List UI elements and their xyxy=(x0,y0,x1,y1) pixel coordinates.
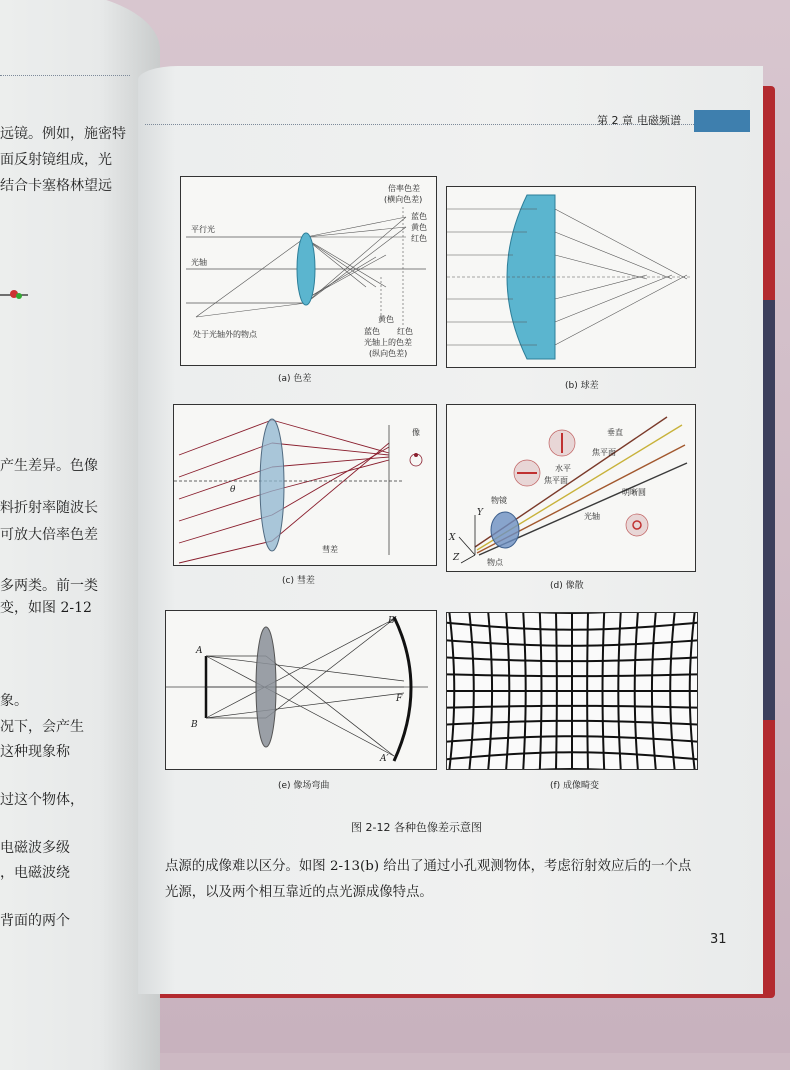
page-number: 31 xyxy=(710,932,727,947)
lens xyxy=(256,627,276,747)
left-page-line: 况下，会产生 xyxy=(0,719,84,735)
label-off-axis-point: 处于光轴外的物点 xyxy=(193,330,257,339)
label-y: Y xyxy=(477,508,483,518)
body-text-line-1: 点源的成像难以区分。如图 2-13(b) 给出了通过小孔观测物体，考虑衍射效应后的一个点 xyxy=(165,859,692,874)
objective-lens xyxy=(491,512,519,548)
left-page-header-rule xyxy=(0,75,130,76)
left-page-line: 面反射镜组成，光 xyxy=(0,152,112,168)
chapter-title: 电磁频谱 xyxy=(637,114,681,127)
label-transverse-ca: (横向色差) xyxy=(384,195,423,204)
label-image: 像 xyxy=(412,428,420,437)
figure-e-field-curvature xyxy=(165,610,437,770)
label-focal-plane-1: 焦平面 xyxy=(592,448,616,457)
distortion-grid xyxy=(447,613,697,769)
curved-image-field xyxy=(394,617,411,761)
label-blue: 蓝色 xyxy=(411,212,427,221)
figure-caption: 图 2-12 各种色像差示意图 xyxy=(351,821,482,834)
label-axis: 光轴 xyxy=(584,512,600,521)
circle-of-least-confusion xyxy=(626,514,648,536)
label-blue-2: 蓝色 xyxy=(364,327,380,336)
caption-a: (a) 色差 xyxy=(278,374,312,384)
label-red-2: 红色 xyxy=(397,327,413,336)
figure-d-astigmatism xyxy=(446,404,696,572)
left-page-line: 背面的两个 xyxy=(0,913,70,929)
label-x: X xyxy=(449,533,456,543)
left-page-line: 象。 xyxy=(0,693,28,709)
figure-c-coma xyxy=(173,404,437,566)
left-page-line: 电磁波多级 xyxy=(0,840,70,856)
label-clear-circle: 明晰圆 xyxy=(622,488,646,497)
left-page-line: 结合卡塞格林望远 xyxy=(0,178,112,194)
label-a-prime: A′ xyxy=(380,754,389,764)
label-yellow: 黄色 xyxy=(411,223,427,232)
left-page-figure-fragment xyxy=(0,285,30,305)
figure-f-distortion xyxy=(446,612,698,770)
label-b-prime: B′ xyxy=(388,616,397,626)
label-magnification-ca: 倍率色差 xyxy=(388,184,420,193)
label-parallel-light: 平行光 xyxy=(191,225,215,234)
label-a: A xyxy=(196,646,203,656)
left-page-line: 可放大倍率色差 xyxy=(0,527,98,543)
chapter-number: 第 2 章 xyxy=(597,114,633,127)
label-z: Z xyxy=(453,553,460,563)
left-page-line: ，电磁波绕 xyxy=(0,865,70,881)
label-objective: 物镜 xyxy=(491,496,507,505)
caption-b: (b) 球差 xyxy=(565,381,599,391)
label-vertical: 垂直 xyxy=(607,428,623,437)
label-b: B xyxy=(191,720,198,730)
left-page-line: 多两类。前一类 xyxy=(0,578,98,594)
chapter-tab xyxy=(694,110,750,132)
figure-b-spherical-aberration xyxy=(446,186,696,368)
caption-d: (d) 像散 xyxy=(550,581,584,591)
left-page-line: 料折射率随波长 xyxy=(0,500,98,516)
label-red: 红色 xyxy=(411,234,427,243)
label-horizontal: 水平 xyxy=(555,464,571,473)
lens xyxy=(297,233,315,305)
cover-spine-stripe xyxy=(762,300,775,720)
left-page-line: 变，如图 2-12 xyxy=(0,600,92,616)
label-longitudinal-ca: (纵向色差) xyxy=(369,349,408,358)
label-on-axis-ca: 光轴上的色差 xyxy=(364,338,412,347)
left-page-line: 产生差异。色像 xyxy=(0,458,98,474)
label-coma: 彗差 xyxy=(322,545,338,554)
body-text-line-2: 光源，以及两个相互靠近的点光源成像特点。 xyxy=(165,885,433,900)
left-page-line: 远镜。例如，施密特 xyxy=(0,126,126,142)
caption-e: (e) 像场弯曲 xyxy=(278,781,330,791)
label-axis: 光轴 xyxy=(191,258,207,267)
figure-a-chromatic-aberration xyxy=(180,176,437,366)
caption-f: (f) 成像畸变 xyxy=(550,781,600,791)
lens xyxy=(260,419,284,551)
label-yellow-2: 黄色 xyxy=(378,315,394,324)
label-theta: θ xyxy=(230,485,236,495)
label-f: F xyxy=(396,694,403,704)
left-page-line: 这种现象称 xyxy=(0,744,70,760)
label-object-point: 物点 xyxy=(487,558,503,567)
caption-c: (c) 彗差 xyxy=(282,576,315,586)
left-page-line: 过这个物体， xyxy=(0,792,84,808)
label-focal-plane-2: 焦平面 xyxy=(544,476,568,485)
